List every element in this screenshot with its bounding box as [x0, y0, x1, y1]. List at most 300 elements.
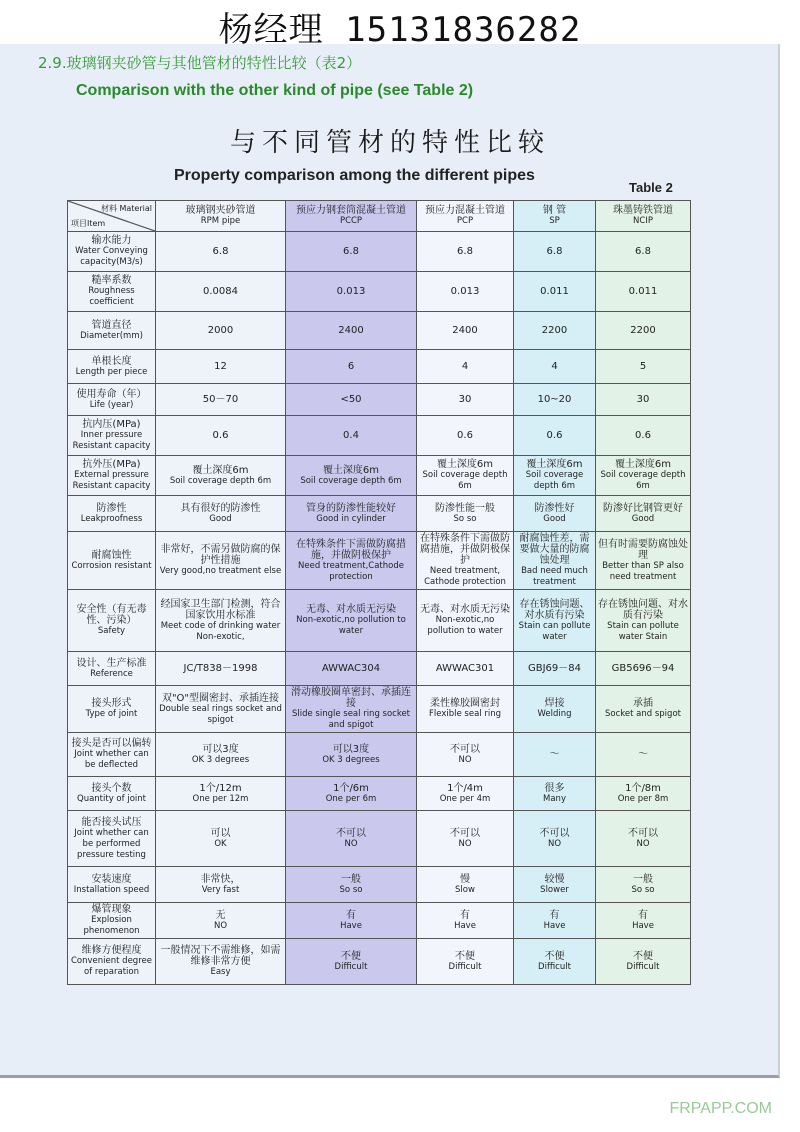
table-cell: [514, 686, 596, 733]
table-cell: [417, 867, 514, 903]
cell-value-cn: 防渗性能一般: [435, 502, 495, 514]
cell-value-cn: 可以3度: [332, 743, 370, 755]
cell-value-cn: 滑动橡胶圈单密封、承插连接: [291, 687, 411, 709]
row-label-cn: 接头个数: [91, 782, 132, 794]
cell-value-cn: 覆土深度6m: [192, 464, 249, 476]
column-header-en: PCCP: [339, 216, 363, 226]
cell-value-en: Difficult: [626, 961, 660, 972]
cell-value-cn: 一般: [633, 873, 653, 885]
table-cell: [514, 456, 596, 496]
table-cell: [596, 652, 691, 686]
cell-value-cn: 覆土深度6m: [526, 459, 583, 470]
table-cell: [514, 811, 596, 867]
table-cell: [286, 272, 417, 312]
cell-value-cn: 可以3度: [202, 743, 239, 755]
cell-value-cn: 承插: [633, 698, 653, 709]
table-cell: [514, 903, 596, 939]
cell-value-cn: 双"O"型圈密封、承插连接: [161, 692, 280, 704]
cell-value-en: Very fast: [201, 884, 240, 895]
cell-value-en: Soil coverage depth 6m: [525, 470, 584, 491]
table-cell: [286, 733, 417, 777]
cell-value-cn: 有: [638, 909, 648, 921]
table-cell: [286, 350, 417, 384]
cell-value-cn: 无: [215, 909, 226, 921]
cell-value-en: Have: [454, 920, 476, 931]
table-cell: [286, 903, 417, 939]
row-label-cn: 接头是否可以偏转: [71, 738, 152, 749]
cell-value-cn: 很多: [544, 782, 565, 794]
row-label-en: Explosion phenomenon: [83, 915, 140, 936]
table-cell: [514, 939, 596, 985]
cell-value-cn: 有: [460, 909, 470, 921]
row-label: [68, 532, 156, 590]
cell-value-en: OK: [214, 838, 227, 849]
column-header-cn: 钢 管: [542, 205, 567, 216]
row-label-en: Joint whether can be deflected: [74, 749, 149, 770]
cell-value-cn: 非常好，不需另做防腐的保护性措施: [160, 544, 281, 566]
table-cell: [417, 350, 514, 384]
row-label: [68, 903, 156, 939]
cell-value-cn: GB5696－94: [611, 663, 675, 674]
comparison-table: [67, 200, 691, 985]
table-cell: [514, 272, 596, 312]
cell-value-cn: 不便: [341, 950, 361, 962]
cell-value-en: One per 6m: [325, 793, 377, 804]
table-row: [68, 272, 691, 312]
table-cell: [286, 416, 417, 456]
table-cell: [417, 811, 514, 867]
table-cell: [156, 272, 286, 312]
cell-value-cn: 0.6: [546, 430, 563, 441]
cell-value-en: Stain can pollute water Stain: [607, 620, 679, 642]
row-label-en: Roughness coefficient: [88, 286, 135, 307]
column-header-en: NCIP: [633, 216, 653, 226]
cell-value-cn: 30: [636, 394, 650, 405]
table-cell: [156, 232, 286, 272]
cell-value-cn: 2400: [338, 325, 364, 336]
row-label-cn: 维修方便程度: [81, 945, 142, 956]
row-label: [68, 590, 156, 652]
cell-value-cn: 防渗性好: [534, 502, 575, 514]
cell-value-cn: 6: [347, 361, 355, 372]
corner-material-label: 材料 Material: [100, 204, 152, 213]
table-cell: [156, 416, 286, 456]
row-label-cn: 能否接头试压: [81, 816, 142, 828]
cell-value-en: Non-exotic,no pollution to water: [427, 615, 503, 636]
cell-value-cn: 6.8: [212, 246, 229, 257]
table-cell: [514, 532, 596, 590]
cell-value-en: Need treatment,Cathode protection: [298, 560, 404, 582]
cell-value-cn: 1个/8m: [625, 782, 661, 794]
cell-value-cn: 5: [639, 361, 647, 372]
cell-value-en: Stain can pollute water: [518, 620, 591, 642]
row-label-cn: 防渗性: [96, 502, 127, 514]
table-cell: [417, 384, 514, 416]
cell-value-en: Non-exotic,no pollution to water: [296, 615, 406, 636]
table-cell: [514, 733, 596, 777]
column-header-cn: 玻璃钢夹砂管道: [185, 205, 256, 216]
row-label: [68, 686, 156, 733]
row-label: [68, 867, 156, 903]
watermark: FRPAPP.COM: [669, 1100, 772, 1117]
row-label-cn: 抗外压(MPa): [82, 459, 141, 470]
cell-value-en: Better than SP also need treatment: [602, 560, 684, 582]
table-cell: [417, 272, 514, 312]
row-label: [68, 496, 156, 532]
cell-value-en: Slow: [455, 884, 475, 895]
table-cell: [417, 496, 514, 532]
table-cell: [286, 456, 417, 496]
cell-value-cn: 一般情况下不需维修，如需维修非常方便: [160, 945, 281, 967]
table-cell: [156, 867, 286, 903]
table-cell: [596, 384, 691, 416]
cell-value-cn: 焊接: [544, 698, 565, 709]
table-cell: [286, 532, 417, 590]
row-label-cn: 设计、生产标准: [76, 657, 147, 669]
table-cell: [417, 777, 514, 811]
cell-value-cn: 0.6: [457, 430, 473, 441]
table-row: [68, 350, 691, 384]
table-row: [68, 496, 691, 532]
cell-value-cn: 2200: [630, 325, 656, 336]
row-label-cn: 管道直径: [91, 319, 132, 331]
row-label: [68, 312, 156, 350]
cell-value-cn: AWWAC301: [435, 663, 495, 674]
row-label-en: Joint whether can be performed pressure testing: [74, 827, 149, 860]
table-cell: [156, 350, 286, 384]
corner-item-label: 项目Item: [71, 219, 106, 228]
cell-value-cn: AWWAC304: [321, 663, 381, 674]
row-label-cn: 安全性（有无毒性、污染）: [76, 604, 147, 626]
cell-value-cn: 1个/12m: [199, 782, 242, 794]
cell-value-cn: 不可以: [336, 827, 366, 839]
cell-value-en: So so: [339, 884, 363, 895]
table-cell: [417, 590, 514, 652]
row-label: [68, 416, 156, 456]
cell-value-en: One per 8m: [617, 793, 669, 804]
cell-value-en: Have: [340, 920, 362, 931]
cell-value-cn: 2000: [207, 325, 234, 336]
table-cell: [596, 686, 691, 733]
column-header-en: RPM pipe: [200, 216, 241, 226]
row-label: [68, 811, 156, 867]
column-header-0: [156, 201, 286, 232]
cell-value-en: Soil coverage depth 6m: [300, 475, 402, 486]
cell-value-cn: 有: [346, 909, 356, 921]
table-cell: [417, 939, 514, 985]
cell-value-en: Good: [631, 513, 655, 524]
table-cell: [596, 456, 691, 496]
table-cell: [596, 272, 691, 312]
column-header-cn: 预应力混凝土管道: [425, 205, 505, 216]
cell-value-en: Have: [543, 920, 566, 931]
cell-value-cn: 6.8: [457, 246, 473, 257]
table-cell: [156, 777, 286, 811]
cell-value-cn: 但有时需要防腐蚀处理: [598, 538, 688, 561]
row-label-cn: 单根长度: [91, 355, 132, 367]
cell-value-cn: 1个/4m: [447, 782, 483, 794]
row-label: [68, 939, 156, 985]
cell-value-en: NO: [547, 838, 562, 849]
cell-value-en: Slide single seal ring socket and spigot: [291, 709, 411, 730]
column-header-en: SP: [549, 216, 560, 226]
cell-value-cn: 一般: [341, 873, 361, 885]
table-row: [68, 867, 691, 903]
table-cell: [596, 496, 691, 532]
cell-value-cn: 在特殊条件下需做防腐措施，并做阴极保护: [296, 538, 406, 561]
cell-value-en: OK 3 degrees: [191, 754, 250, 765]
table-cell: [596, 733, 691, 777]
table-cell: [596, 416, 691, 456]
table-cell: [286, 384, 417, 416]
cell-value-en: Flexible seal ring: [429, 709, 501, 719]
cell-value-cn: 6.8: [635, 246, 651, 257]
row-label: [68, 384, 156, 416]
cell-value-en: Difficult: [334, 961, 368, 972]
column-header-4: [596, 201, 691, 232]
cell-value-en: Socket and spigot: [605, 709, 681, 719]
table-cell: [286, 811, 417, 867]
table-row: [68, 312, 691, 350]
row-label: [68, 272, 156, 312]
row-label-en: Safety: [97, 626, 126, 636]
table-row: [68, 811, 691, 867]
cell-value-cn: 4: [551, 361, 558, 372]
cell-value-cn: 可以: [210, 827, 231, 839]
cell-value-en: NO: [344, 838, 358, 849]
table-cell: [286, 496, 417, 532]
cell-value-en: Bad need much treatment: [521, 566, 588, 587]
table-cell: [156, 312, 286, 350]
table-cell: [286, 312, 417, 350]
cell-value-en: Meet code of drinking water Non-exotic,: [160, 620, 281, 642]
table-cell: [514, 312, 596, 350]
cell-value-cn: 1个/6m: [333, 782, 369, 794]
cell-value-en: Very good,no treatment else: [159, 566, 282, 576]
cell-value-en: One per 4m: [439, 793, 491, 804]
row-label-cn: 糙率系数: [91, 275, 132, 286]
cell-value-cn: JC/T838－1998: [183, 663, 258, 674]
cell-value-cn: 6.8: [343, 246, 359, 257]
table-row: [68, 686, 691, 733]
cell-value-cn: 0.4: [343, 430, 359, 441]
column-header-cn: 珠墨铸铁管道: [613, 205, 673, 216]
cell-value-cn: 覆土深度6m: [436, 459, 494, 470]
row-label-en: Quantity of joint: [77, 793, 146, 804]
cell-value-cn: 防渗好比钢管更好: [603, 502, 683, 514]
cell-value-cn: 0.013: [450, 286, 480, 297]
cell-value-en: Many: [543, 793, 566, 804]
table-cell: [286, 939, 417, 985]
table-row: [68, 590, 691, 652]
table-cell: [286, 232, 417, 272]
cell-value-en: Soil coverage depth 6m: [422, 470, 508, 491]
table-cell: [156, 590, 286, 652]
row-label-cn: 抗内压(MPa): [82, 419, 141, 430]
contact-line: 杨经理 15131836282: [218, 10, 582, 50]
cell-value-en: Slower: [540, 884, 569, 895]
cell-value-en: Soil coverage depth 6m: [600, 470, 686, 491]
table-cell: [514, 777, 596, 811]
row-label: [68, 733, 156, 777]
cell-value-en: Difficult: [538, 961, 571, 972]
cell-value-cn: 有: [549, 909, 560, 921]
row-label-en: Length per piece: [75, 366, 148, 377]
cell-value-en: Difficult: [448, 961, 482, 972]
cell-value-cn: 不可以: [539, 827, 570, 839]
table-cell: [514, 496, 596, 532]
row-label-en: External pressure Resistant capacity: [72, 470, 151, 491]
cell-value-cn: 覆土深度6m: [322, 464, 380, 476]
table-cell: [596, 312, 691, 350]
cell-value-en: So so: [631, 884, 655, 895]
cell-value-cn: 无毒、对水质无污染: [306, 604, 396, 615]
row-label-en: Leakproofness: [80, 513, 143, 524]
table-row: [68, 777, 691, 811]
row-label-en: Corrosion resistant: [71, 560, 152, 571]
cell-value-cn: 0.013: [336, 286, 366, 297]
table-cell: [514, 652, 596, 686]
row-label-en: Installation speed: [73, 884, 150, 895]
table-number: Table 2: [629, 180, 673, 195]
table-cell: [156, 811, 286, 867]
table-cell: [286, 777, 417, 811]
table-cell: [156, 652, 286, 686]
table-cell: [417, 652, 514, 686]
cell-value-en: Need treatment, Cathode protection: [424, 566, 506, 587]
cell-value-cn: 不便: [455, 950, 475, 962]
table-cell: [156, 733, 286, 777]
table-row: [68, 733, 691, 777]
section-heading-en: Comparison with the other kind of pipe (see Table 2): [76, 82, 474, 99]
row-label-en: Life (year): [89, 399, 134, 410]
section-heading-cn: 2.9.玻璃钢夹砂管与其他管材的特性比较（表2）: [38, 54, 362, 72]
cell-value-cn: 存在锈蚀问题、对水质有污染: [519, 598, 590, 621]
row-label: [68, 652, 156, 686]
cell-value-cn: 不可以: [450, 827, 480, 839]
table-cell: [286, 590, 417, 652]
column-header-en: PCP: [456, 216, 474, 226]
cell-value-cn: 0.6: [635, 430, 651, 441]
cell-value-cn: 不可以: [628, 827, 658, 839]
column-header-2: [417, 201, 514, 232]
row-label-cn: 爆管现象: [91, 904, 132, 915]
column-header-1: [286, 201, 417, 232]
table-cell: [596, 350, 691, 384]
cell-value-cn: 0.6: [212, 430, 229, 441]
cell-value-cn: 在特殊条件下需做防腐措施，并做阴极保护: [420, 533, 510, 566]
cell-value-cn: 具有很好的防渗性: [180, 502, 261, 514]
table-cell: [417, 733, 514, 777]
table-cell: [596, 867, 691, 903]
row-label-en: Inner pressure Resistant capacity: [72, 430, 151, 451]
cell-value-cn: ～: [638, 749, 648, 760]
cell-value-cn: 6.8: [546, 246, 563, 257]
table-row: [68, 903, 691, 939]
corner-cell: [68, 201, 156, 232]
table-row: [68, 384, 691, 416]
table-cell: [156, 384, 286, 416]
row-label-cn: 安装速度: [91, 873, 132, 885]
cell-value-cn: 经国家卫生部门检测，符合国家饮用水标准: [160, 598, 281, 621]
column-header-cn: 预应力钢套筒混凝土管道: [296, 205, 406, 216]
table-cell: [514, 350, 596, 384]
cell-value-cn: 4: [461, 361, 469, 372]
cell-value-cn: GBJ69－84: [527, 663, 581, 674]
cell-value-en: Easy: [210, 967, 231, 977]
cell-value-cn: 不便: [633, 950, 653, 962]
table-cell: [596, 590, 691, 652]
row-label-cn: 耐腐蚀性: [91, 549, 132, 561]
cell-value-cn: 0.011: [628, 286, 658, 297]
cell-value-en: Double seal rings socket and spigot: [159, 703, 282, 725]
row-label-cn: 输水能力: [91, 235, 132, 246]
cell-value-cn: 非常快，: [200, 873, 241, 885]
table-cell: [514, 590, 596, 652]
table-cell: [596, 532, 691, 590]
cell-value-en: Welding: [537, 709, 572, 719]
table-cell: [596, 939, 691, 985]
cell-value-cn: 10~20: [537, 394, 572, 405]
table-cell: [417, 312, 514, 350]
cell-value-en: NO: [458, 838, 472, 849]
table-cell: [596, 777, 691, 811]
table-cell: [286, 686, 417, 733]
cell-value-cn: 耐腐蚀性差，需要做大量的防腐蚀处理: [519, 533, 590, 566]
cell-value-en: Good: [543, 513, 566, 524]
row-label: [68, 777, 156, 811]
cell-value-cn: 50－70: [202, 394, 239, 405]
cell-value-cn: 存在锈蚀问题、对水质有污染: [598, 598, 688, 621]
table-cell: [596, 232, 691, 272]
table-cell: [514, 384, 596, 416]
table-cell: [596, 811, 691, 867]
table-title-cn: 与不同管材的特性比较: [229, 128, 550, 158]
cell-value-cn: 较慢: [544, 873, 565, 885]
table-row: [68, 232, 691, 272]
cell-value-en: Soil coverage depth 6m: [169, 475, 272, 486]
row-label: [68, 350, 156, 384]
cell-value-cn: ～: [549, 749, 560, 760]
table-cell: [417, 416, 514, 456]
cell-value-cn: 柔性橡胶圈密封: [430, 698, 500, 709]
table-cell: [417, 532, 514, 590]
row-label-en: Water Conveying capacity(M3/s): [75, 246, 148, 267]
cell-value-cn: <50: [340, 394, 362, 405]
table-cell: [286, 652, 417, 686]
row-label-en: Convenient degree of reparation: [71, 956, 152, 977]
cell-value-cn: 管身的防渗性能较好: [306, 502, 396, 514]
table-cell: [156, 532, 286, 590]
cell-value-cn: 覆土深度6m: [614, 459, 672, 470]
cell-value-cn: 不便: [544, 950, 565, 962]
cell-value-cn: 不可以: [450, 743, 480, 755]
cell-value-cn: 无毒、对水质无污染: [420, 604, 510, 615]
cell-value-en: Good in cylinder: [316, 513, 386, 524]
cell-value-en: So so: [453, 513, 477, 524]
table-cell: [417, 686, 514, 733]
table-cell: [156, 456, 286, 496]
table-title-en: Property comparison among the different pipes: [174, 167, 535, 184]
cell-value-cn: 0.011: [540, 286, 569, 297]
cell-value-en: NO: [458, 754, 472, 765]
table-row: [68, 416, 691, 456]
cell-value-en: Good: [209, 513, 232, 524]
table-row: [68, 652, 691, 686]
row-label: [68, 456, 156, 496]
table-cell: [514, 416, 596, 456]
column-header-3: [514, 201, 596, 232]
